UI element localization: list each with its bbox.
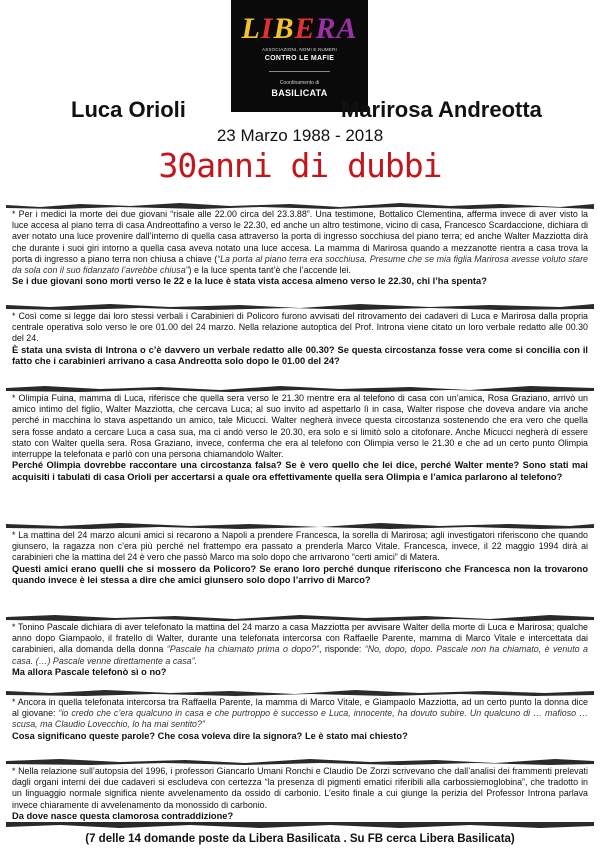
- section-text: * Olimpia Fuina, mamma di Luca, riferisce che quella sera verso le 21.30 mentre era al telefono di casa con un’amica, Rosa Graziano, arrivò un amico intimo del figlio, Walter Mazziotta, che cercava Luca; al suo invito ad aspettarlo lì in casa, Walter rispose che doveva andare via anche perché in macchina lo stava aspettando un amico, tale Micucci. Walter negherà invece questa circostanza sostenendo che era vero che quella sera fosse andato a cercare Luca a casa sua, ma ci andò verso le 20.30, era solo e si limitò solo a citofonare. Anche Micucci negherà di essere stato con Walter quella sera. Rosa Graziano, invece, conferma che era al telefono con Olimpia verso le 21.30 e che ad un certo punto Olimpia interruppe la telefonata e parlò con una persona chiamandolo Walter.: [12, 393, 588, 460]
- section-question: Cosa significano queste parole? Che cosa voleva dire la signora? Le è stato mai chiesto?: [12, 730, 408, 741]
- page-title: 30anni di dubbi: [158, 146, 442, 185]
- date-range: 23 Marzo 1988 - 2018: [216, 126, 384, 145]
- question-section-2: [6, 311, 594, 368]
- footer-note: (7 delle 14 domande poste da Libera Basilicata . Su FB cerca Libera Basilicata): [85, 833, 515, 845]
- victim-name-right: Marirosa Andreotta: [341, 97, 542, 122]
- logo-tagline: ASSOCIAZIONI, NOMI E NUMERI: [262, 47, 337, 52]
- section-question: Ma allora Pascale telefonò sì o no?: [12, 666, 167, 677]
- section-question: Perché Olimpia dovrebbe raccontare una circostanza falsa? Se è vero quello che lei dice, perché Walter mente? Sono stati mai acquisiti i tabulati di casa Orioli per accertarsi a quale ora effettivamente quella sera Olimpia e l’amica parlarono al telefono?: [12, 460, 588, 482]
- victim-name-left: Luca Orioli: [71, 97, 186, 122]
- question-section-7: [6, 766, 594, 822]
- question-section-5: [6, 622, 594, 678]
- section-question: Da dove nasce questa clamorosa contraddizione?: [12, 810, 234, 821]
- question-section-4: [6, 530, 594, 587]
- section-text: * Nella relazione sull’autopsia del 1996, i professori Giancarlo Umani Ronchi e Claudio De Zorzi scrivevano che dall’analisi dei frammenti prelevati dagli organi interni dei due cadaveri si escludeva con certezza “la presenza di pigmenti ematici riferibili alla carbossiemoglobina”, che tradotto in un linguaggio normale significa niente avvelenamento da ossido di carbonio. L’esito finale a cui giunge la perizia del Professor Introna parlava invece chiaramente di avvelenamento da monossido di carbonio.: [12, 766, 588, 810]
- logo-subtitle: CONTRO LE MAFIE: [264, 55, 335, 62]
- logo-region: BASILICATA: [271, 88, 328, 98]
- section-text: * La mattina del 24 marzo alcuni amici si recarono a Napoli a prendere Francesca, la sorella di Marirosa; agli investigatori riferiscono che quando giunsero, la ragazza non c’era più perché nel frattempo era passato a prenderla Marco Vitale. Francesca, invece, il 22 maggio 1994 dirà ai carabinieri che la mattina del 24 è vero che passò Marco ma solo dopo che arrivarono “certi amici” di Matera.: [12, 530, 588, 563]
- section-question: Questi amici erano quelli che si mossero da Policoro? Se erano loro perché dunque riferiscono che Francesca non la trovarono quando invece è lei stessa a dire che amici giunsero solo dopo l’arrivo di Marco?: [12, 563, 588, 586]
- question-section-1: [6, 209, 594, 288]
- section-question: Se i due giovani sono morti verso le 22 e la luce è stata vista accesa almeno verso le 22.30, chi l’ha spenta?: [12, 276, 487, 287]
- section-text: * Tonino Pascale dichiara di aver telefonato la mattina del 24 marzo a casa Mazziotta per avvisare Walter della morte di Luca e Marirosa; qualche anno dopo Giampaolo, il fratello di Walter, durante una telefonata intercorsa con Raffaelle Parente, mamma di Marco Vitale e intercettata dai carabinieri, alla domanda della donna “Pascale ha chiamato prima o dopo?”, risponde: “No, dopo, dopo. Pascale non ha chiamato, è venuto a casa. (…) Pascale venne direttamente a casa”.: [12, 622, 588, 666]
- logo-region-label: Coordinamento di: [279, 80, 320, 86]
- section-text: * Per i medici la morte dei due giovani “risale alle 22.00 circa del 23.3.88”. Una testimone, Bottalico Clementina, afferma invece di aver visto la luce accesa al piano terra di casa Andreottafino a verso le 22.30, ed anche un altro testimone, vicino di casa, Francesco Scardaccione, dichiara di aver notato una luce provenire dall’interno di quella casa attraverso la porta di ingresso socchiusa del piano terra; ed anche Walter Mazziotta dirà che durante i suoi giri intorno a quella casa aveva notato una luce accesa. La mamma di Marirosa quando a mezzanotte rientra a casa trova la porta di ingresso a piano terra non chiusa a chiave (“La porta al piano terra era socchiusa. Presume che se mia figlia Marirosa avesse voluto stare da sola con il suo fidanzato l’avrebbe chiusa”) e la luce spenta tant’è che l’accende lei.: [12, 209, 588, 276]
- section-text: * Così come si legge dai loro stessi verbali i Carabinieri di Policoro furono avvisati del ritrovamento dei cadaveri di Luca e Marirosa dalla propria centrale operativa solo verso le ore 01.00 del 24 marzo. Nella relazione autoptica del Prof. Introna viene citato un loro verbale redatto alle 00.30 del 24.: [12, 311, 588, 344]
- logo-wordmark: LIBERA: [241, 12, 358, 45]
- section-text: * Ancora in quella telefonata intercorsa tra Raffaella Parente, la mamma di Marco Vitale, e Giampaolo Mazziotta, ad un certo punto la donna dice al giovane: “io credo che c’era qualcuno in casa e che purtroppo è successo e Luca, innocente, ha dovuto subire. Un qualcuno di … mafioso … scusa, ma Claudio Lovecchio, lo ha mai sentito?”: [12, 697, 588, 730]
- logo-divider: [269, 71, 330, 72]
- libera-logo: [231, 0, 368, 112]
- question-section-3: [6, 393, 594, 483]
- question-section-6: [6, 697, 594, 742]
- section-question: È stata una svista di Introna o c’è davvero un verbale redatto alle 00.30? Se questa circostanza fosse vera come si concilia con il fatto che i carabinieri arrivano a casa Andreotta solo dopo le 01.00 del 24?: [12, 344, 588, 367]
